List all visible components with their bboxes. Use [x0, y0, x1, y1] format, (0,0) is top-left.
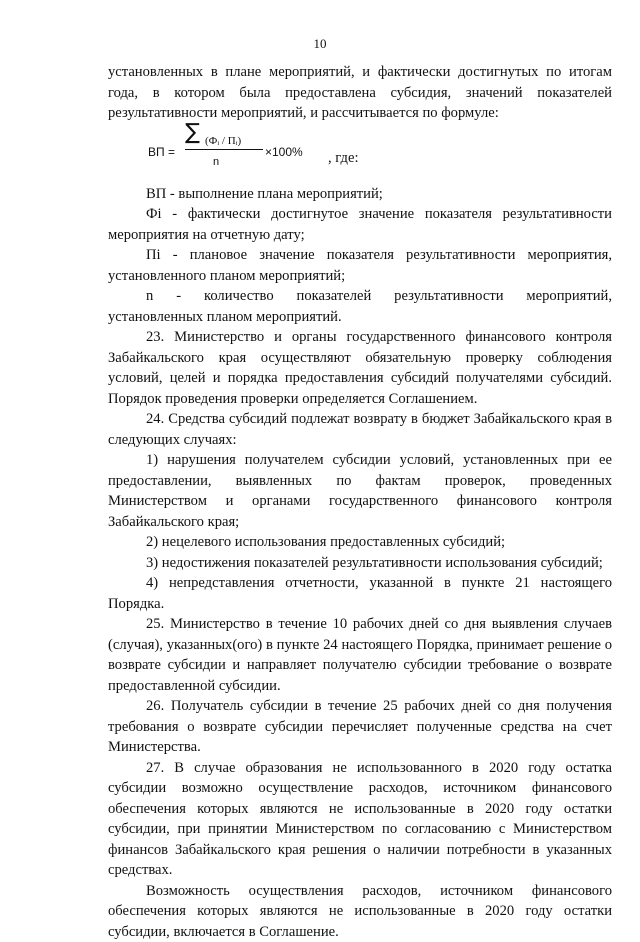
paragraph-23: 23. Министерство и органы государственного финансового контроля Забайкальского края осуществляют обязательную проверку соблюдения условий, целей и порядка предоставления субсидий получателями субсидий. Порядок проведения проверки определяется Соглашением.: [108, 327, 612, 409]
paragraph-27-continuation: Возможность осуществления расходов, источником финансового обеспечения которых являются не использованные в 2020 году остатки субсидии, включается в Соглашение.: [108, 881, 612, 942]
formula-multiplier: ×100%: [265, 142, 303, 163]
definition-n: n - количество показателей результативности мероприятий, установленных планом мероприятий.: [108, 286, 612, 327]
paragraph-24-item-3: 3) недостижения показателей результативности использования субсидий;: [108, 553, 612, 574]
formula: [108, 128, 612, 172]
paragraph-24-item-1: 1) нарушения получателем субсидии условий, установленных при ее предоставлении, выявленных по фактам проверок, проведенных Министерством и органами государственного финансового контроля Забайкальского края;: [108, 450, 612, 532]
definition-fi: Фi - фактически достигнутое значение показателя результативности мероприятия на отчетную дату;: [108, 204, 612, 245]
paragraph-24: 24. Средства субсидий подлежат возврату в бюджет Забайкальского края в следующих случаях:: [108, 409, 612, 450]
formula-numerator: (Фᵢ / Пᵢ): [205, 131, 241, 152]
formula-fraction: [183, 128, 265, 168]
intro-paragraph: установленных в плане мероприятий, и фактически достигнутых по итогам года, в котором была предоставлена субсидия, значений показателей результативности мероприятий, и рассчитывается по формуле:: [108, 62, 612, 124]
definition-pi: Пi - плановое значение показателя результативности мероприятия, установленного планом мероприятий;: [108, 245, 612, 286]
formula-suffix: , где:: [328, 148, 359, 169]
fraction-bar: [185, 149, 263, 150]
paragraph-24-item-2: 2) нецелевого использования предоставленных субсидий;: [108, 532, 612, 553]
page-number: 10: [0, 34, 640, 55]
paragraph-27: 27. В случае образования не использованного в 2020 году остатка субсидии возможно осуществление расходов, источником финансового обеспечения которых являются не использованные в 2020 году остатки субсидии, при принятии Министерством по согласованию с Министерством финансов Забайкальского края решения о наличии потребности в указанных средствах.: [108, 758, 612, 881]
definition-vp: ВП - выполнение плана мероприятий;: [108, 184, 612, 205]
paragraph-25: 25. Министерство в течение 10 рабочих дней со дня выявления случаев (случая), указанных(ого) в пункте 24 настоящего Порядка, принимает решение о возврате субсидии и направляет получателю субсидии требование о возврате предоставленной субсидии.: [108, 614, 612, 696]
document-body: [108, 62, 612, 942]
formula-lhs: ВП =: [148, 142, 175, 163]
formula-denominator: n: [213, 152, 219, 173]
paragraph-26: 26. Получатель субсидии в течение 25 рабочих дней со дня получения требования о возврате субсидии перечисляет полученные средства на счет Министерства.: [108, 696, 612, 758]
paragraph-24-item-4: 4) непредставления отчетности, указанной в пункте 21 настоящего Порядка.: [108, 573, 612, 614]
sigma-icon: ∑: [185, 123, 200, 144]
